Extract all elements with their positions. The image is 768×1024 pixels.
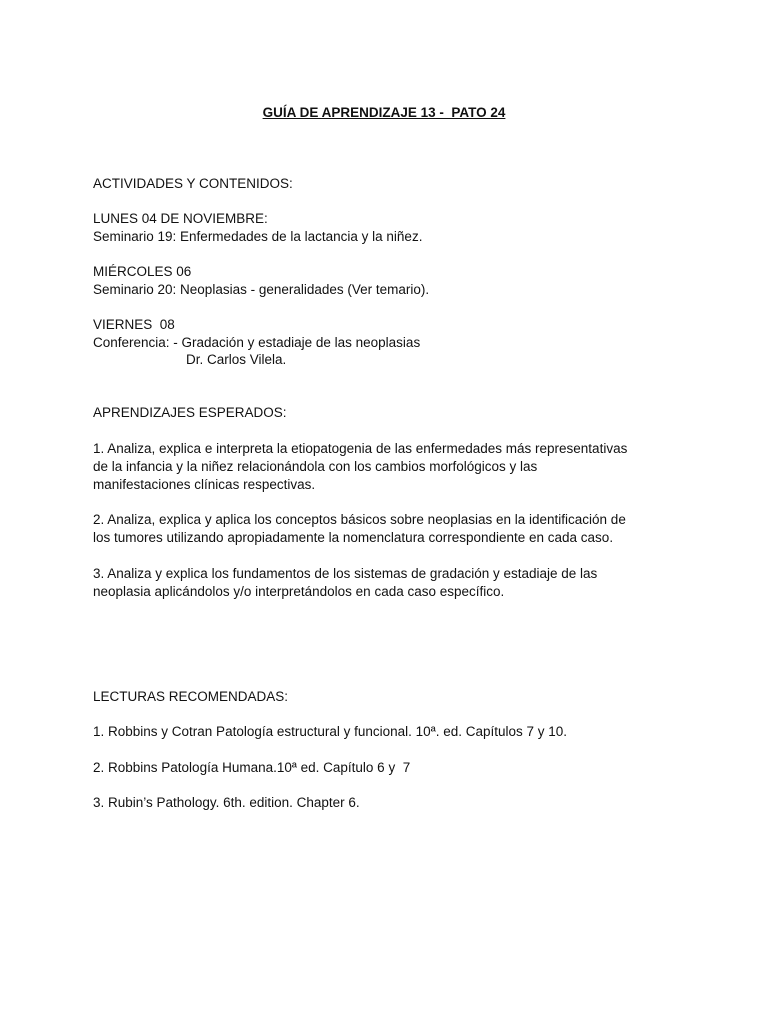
miercoles-detail: Seminario 20: Neoplasias - generalidades (Ver temario). xyxy=(93,282,430,297)
aprendizaje-1-line-2: de la infancia y la niñez relacionándola con los cambios morfológicos y las xyxy=(93,459,538,474)
aprendizaje-2-line-1: 2. Analiza, explica y aplica los conceptos básicos sobre neoplasias en la identificación de xyxy=(93,512,626,527)
miercoles-day: MIÉRCOLES 06 xyxy=(93,264,192,279)
aprendizajes-heading: APRENDIZAJES ESPERADOS: xyxy=(93,405,287,420)
viernes-speaker: Dr. Carlos Vilela. xyxy=(186,352,287,367)
viernes-detail: Conferencia: - Gradación y estadiaje de las neoplasias xyxy=(93,335,421,350)
document-title-text: GUÍA DE APRENDIZAJE 13 - PATO 24 xyxy=(262,105,506,120)
document-title xyxy=(0,104,768,122)
actividades-heading: ACTIVIDADES Y CONTENIDOS: xyxy=(93,176,293,191)
aprendizaje-1-line-1: 1. Analiza, explica e interpreta la etiopatogenia de las enfermedades más representativas xyxy=(93,441,628,456)
aprendizaje-1-line-3: manifestaciones clínicas respectivas. xyxy=(93,477,316,492)
lectura-1: 1. Robbins y Cotran Patología estructural y funcional. 10ª. ed. Capítulos 7 y 10. xyxy=(93,724,568,739)
lunes-detail: Seminario 19: Enfermedades de la lactancia y la niñez. xyxy=(93,229,423,244)
lecturas-heading: LECTURAS RECOMENDADAS: xyxy=(93,689,289,704)
lectura-2: 2. Robbins Patología Humana.10ª ed. Capítulo 6 y 7 xyxy=(93,760,411,775)
viernes-day: VIERNES 08 xyxy=(93,317,175,332)
lunes-day: LUNES 04 DE NOVIEMBRE: xyxy=(93,211,268,226)
aprendizaje-2-line-2: los tumores utilizando apropiadamente la nomenclatura correspondiente en cada caso. xyxy=(93,530,614,545)
lectura-3: 3. Rubin’s Pathology. 6th. edition. Chapter 6. xyxy=(93,795,360,810)
aprendizaje-3-line-2: neoplasia aplicándolos y/o interpretándolos en cada caso específico. xyxy=(93,584,505,599)
aprendizaje-3-line-1: 3. Analiza y explica los fundamentos de los sistemas de gradación y estadiaje de las xyxy=(93,566,598,581)
